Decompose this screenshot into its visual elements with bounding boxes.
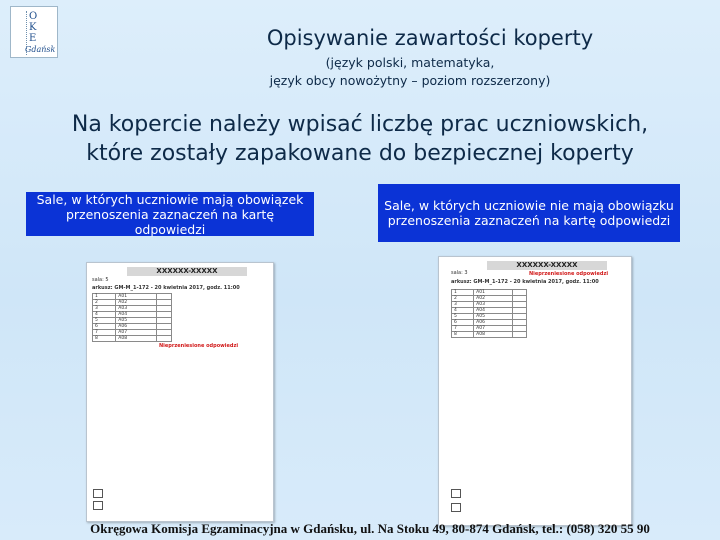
table-row: 7	[93, 330, 116, 336]
table-row: 8	[452, 332, 474, 338]
table-row: 6	[93, 324, 116, 330]
table-row: 3	[93, 306, 116, 312]
sheet-code: XXXXXX-XXXXX	[487, 261, 607, 270]
main-heading: Na kopercie należy wpisać liczbę prac uczniowskich, które zostały zapakowane do bezpiecznej koperty	[71, 112, 649, 166]
sheet-table: 1 A01 2 A02 3 A03 4 A04 5 A05 6 A06 7 A07 8 A08	[92, 293, 172, 342]
table-row: 3	[452, 302, 474, 308]
sheet-checkbox	[93, 501, 103, 510]
table-row: 4	[93, 312, 116, 318]
sheet-code: XXXXXX-XXXXX	[127, 267, 247, 276]
table-row: 1	[452, 290, 474, 296]
oke-logo	[10, 6, 58, 58]
table-row: 5	[452, 314, 474, 320]
table-row: 2	[93, 300, 116, 306]
right-info-box: Sale, w których uczniowie nie mają obowiązku przenoszenia zaznaczeń na kartę odpowiedzi	[378, 184, 680, 242]
sheet-arkusz: arkusz: GM-M_1-172 - 20 kwietnia 2017, godz. 11:00	[451, 279, 599, 285]
slide-title: Opisywanie zawartości koperty	[266, 26, 594, 50]
sheet-red-label: Nieprzeniesione odpowiedzi	[159, 343, 239, 349]
sheet-arkusz: arkusz: GM-M_1-172 - 20 kwietnia 2017, godz. 11:00	[92, 285, 240, 291]
table-row: 6	[452, 320, 474, 326]
right-document-preview	[438, 256, 632, 526]
footer-address: Okręgowa Komisja Egzaminacyjna w Gdańsku, ul. Na Stoku 49, 80-874 Gdańsk, tel.: (058) 320 55 90	[90, 521, 650, 536]
table-row: 8	[93, 336, 116, 342]
table-row: 5	[93, 318, 116, 324]
sheet-checkbox	[451, 503, 461, 512]
sheet-sala: sala: 5	[92, 277, 109, 283]
table-row: 2	[452, 296, 474, 302]
sheet-sala: sala: 3	[451, 270, 468, 276]
logo-script: Gdańsk	[25, 45, 56, 54]
logo-letters: O K E	[29, 11, 38, 44]
slide-subtitle: (język polski, matematyka, język obcy nowożytny – poziom rozszerzony)	[269, 55, 551, 88]
sheet-checkbox	[93, 489, 103, 498]
table-row: 7	[452, 326, 474, 332]
table-row: 1	[93, 294, 116, 300]
sheet-table: 1 A01 2 A02 3 A03 4 A04 5 A05 6 A06 7 A07 8 A08	[451, 289, 527, 338]
left-info-box: Sale, w których uczniowie mają obowiązek przenoszenia zaznaczeń na kartę odpowiedzi	[26, 192, 314, 236]
left-document-preview	[86, 262, 274, 522]
table-row: 4	[452, 308, 474, 314]
sheet-red-label: Nieprzeniesione odpowiedzi	[529, 271, 609, 277]
sheet-checkbox	[451, 489, 461, 498]
